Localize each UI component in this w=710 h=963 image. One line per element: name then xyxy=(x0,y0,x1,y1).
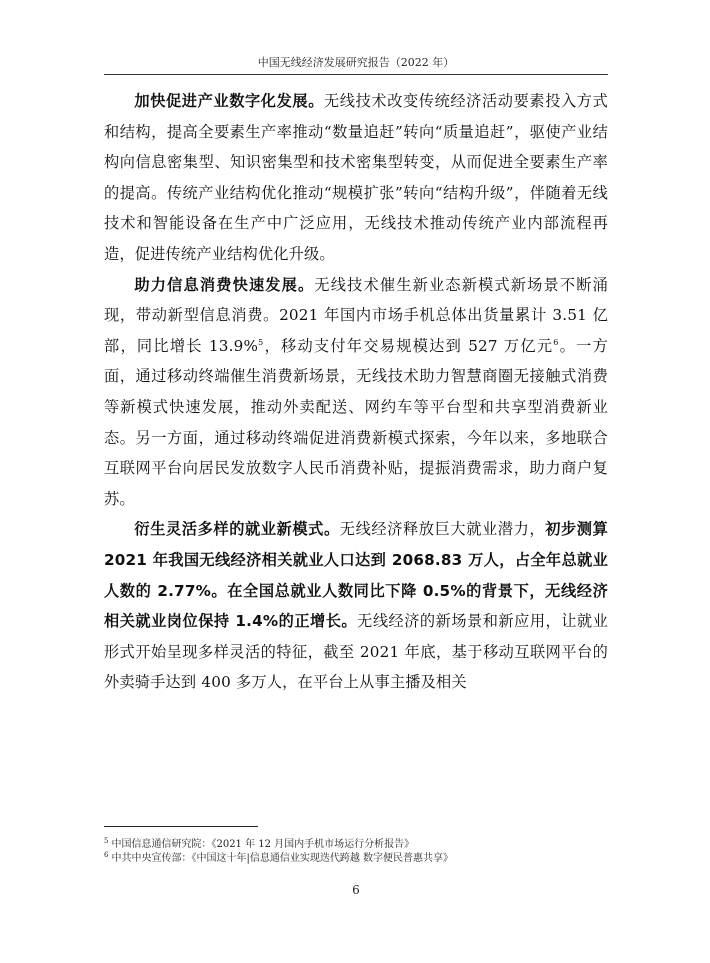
paragraph-industry-digitalization xyxy=(104,86,608,270)
footnotes xyxy=(104,838,608,866)
footnote-marker: 5 xyxy=(104,836,109,845)
footnote-reference[interactable]: 6 xyxy=(553,337,559,347)
footnote-item xyxy=(104,852,608,866)
page-number: 6 xyxy=(352,883,360,897)
paragraph-lead: 助力信息消费快速发展。 xyxy=(134,275,315,294)
footnote-divider xyxy=(104,826,258,827)
header-divider xyxy=(104,74,608,75)
footnote-marker: 6 xyxy=(104,850,109,859)
paragraph-employment-models xyxy=(104,514,608,698)
paragraph-lead: 加快促进产业数字化发展。 xyxy=(134,92,324,110)
running-header: 中国无线经济发展研究报告（2022 年） xyxy=(257,56,455,69)
paragraph-text: 无线技术改变传统经济活动要素投入方式和结构，提高全要素生产率推动“数量追赶”转向“质量追赶”，驱使产业结构向信息密集型、知识密集型和技术密集型转变，从而促进全要素生产率的提高。传统产业结构优化推动“规模扩张”转向“结构升级”，伴随着无线技术和智能设备在生产中广泛应用，无线技术推动传统产业内部流程再造，促进传统产业结构优化升级。 xyxy=(104,92,608,263)
footnote-reference[interactable]: 5 xyxy=(258,337,264,347)
paragraph-emphasis: 初步测算 2021 年我国无线经济相关就业人口达到 2068.83 万人，占全年总就业人数的 2.77%。在全国总就业人数同比下降 0.5%的背景下，无线经济相关就业岗位保持 1.4%的正增长。 xyxy=(104,520,608,631)
footnote-item xyxy=(104,838,608,852)
paragraph-information-consumption xyxy=(104,270,608,515)
footnote-text: 中共中央宣传部：《中国这十年|信息通信业实现迭代跨越 数字便民普惠共享》 xyxy=(111,853,454,864)
paragraph-lead: 衍生灵活多样的就业新模式。 xyxy=(134,520,340,539)
paragraph-text: ，移动支付年交易规模达到 527 万亿元 xyxy=(263,336,554,355)
paragraph-text: 无线经济释放巨大就业潜力， xyxy=(339,520,546,539)
paragraph-text: 。一方面，通过移动终端催生消费新场景，无线技术助力智慧商圈无接触式消费等新模式快速发展，推动外卖配送、网约车等平台型和共享型消费新业态。另一方面，通过移动终端促进消费新模式探索，今年以来，多地联合互联网平台向居民发放数字人民币消费补贴，提振消费需求，助力商户复苏。 xyxy=(104,336,608,508)
footnote-text: 中国信息通信研究院：《2021 年 12 月国内手机市场运行分析报告》 xyxy=(111,839,415,850)
paragraph-text: 无线技术催生新业态新模式新场景不断涌现，带动新型信息消费。2021 年国内市场手机总体出货量累计 3.51 亿部，同比增长 13.9% xyxy=(104,275,608,355)
body-text xyxy=(104,86,608,698)
paragraph-text: 无线经济的新场景和新应用，让就业形式开始呈现多样灵活的特征，截至 2021 年底，基于移动互联网平台的外卖骑手达到 400 多万人，在平台上从事主播及相关 xyxy=(104,612,608,692)
